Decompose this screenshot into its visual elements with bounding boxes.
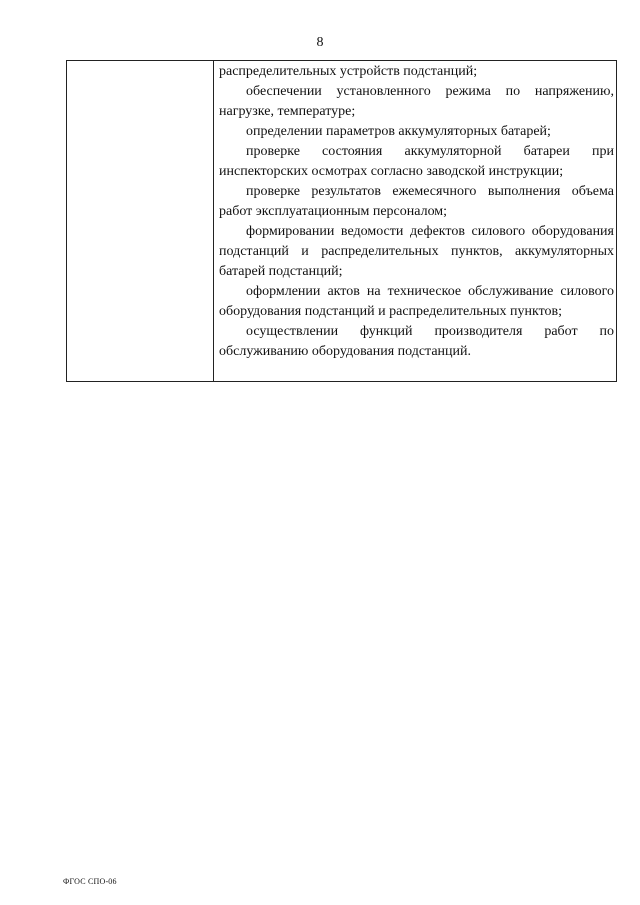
paragraph-switchgear-continuation: распределительных устройств подстанций; (219, 64, 478, 79)
table-left-cell (67, 61, 214, 381)
page-number: 8 (316, 35, 324, 50)
content-table (66, 60, 617, 382)
paragraph-battery-inspection: проверке состояния аккумуляторной батареи при инспекторских осмотрах согласно заводской инструкции; (219, 144, 614, 179)
paragraph-defect-list: формировании ведомости дефектов силового оборудования подстанций и распределительных пунктов, аккумуляторных батарей подстанций; (219, 224, 614, 279)
table-right-cell (214, 61, 616, 381)
footer-document-code: ФГОС СПО-06 (63, 877, 117, 886)
paragraph-battery-parameters: определении параметров аккумуляторных батарей; (246, 124, 551, 139)
paragraph-monthly-work-check: проверке результатов ежемесячного выполнения объема работ эксплуатационным персоналом; (219, 184, 614, 219)
paragraph-voltage-mode: обеспечении установленного режима по напряжению, нагрузке, температуре; (219, 84, 614, 119)
paragraph-maintenance-acts: оформлении актов на техническое обслуживание силового оборудования подстанций и распределительных пунктов; (219, 284, 614, 319)
paragraph-work-supervisor: осуществлении функций производителя работ по обслуживанию оборудования подстанций. (219, 324, 614, 359)
